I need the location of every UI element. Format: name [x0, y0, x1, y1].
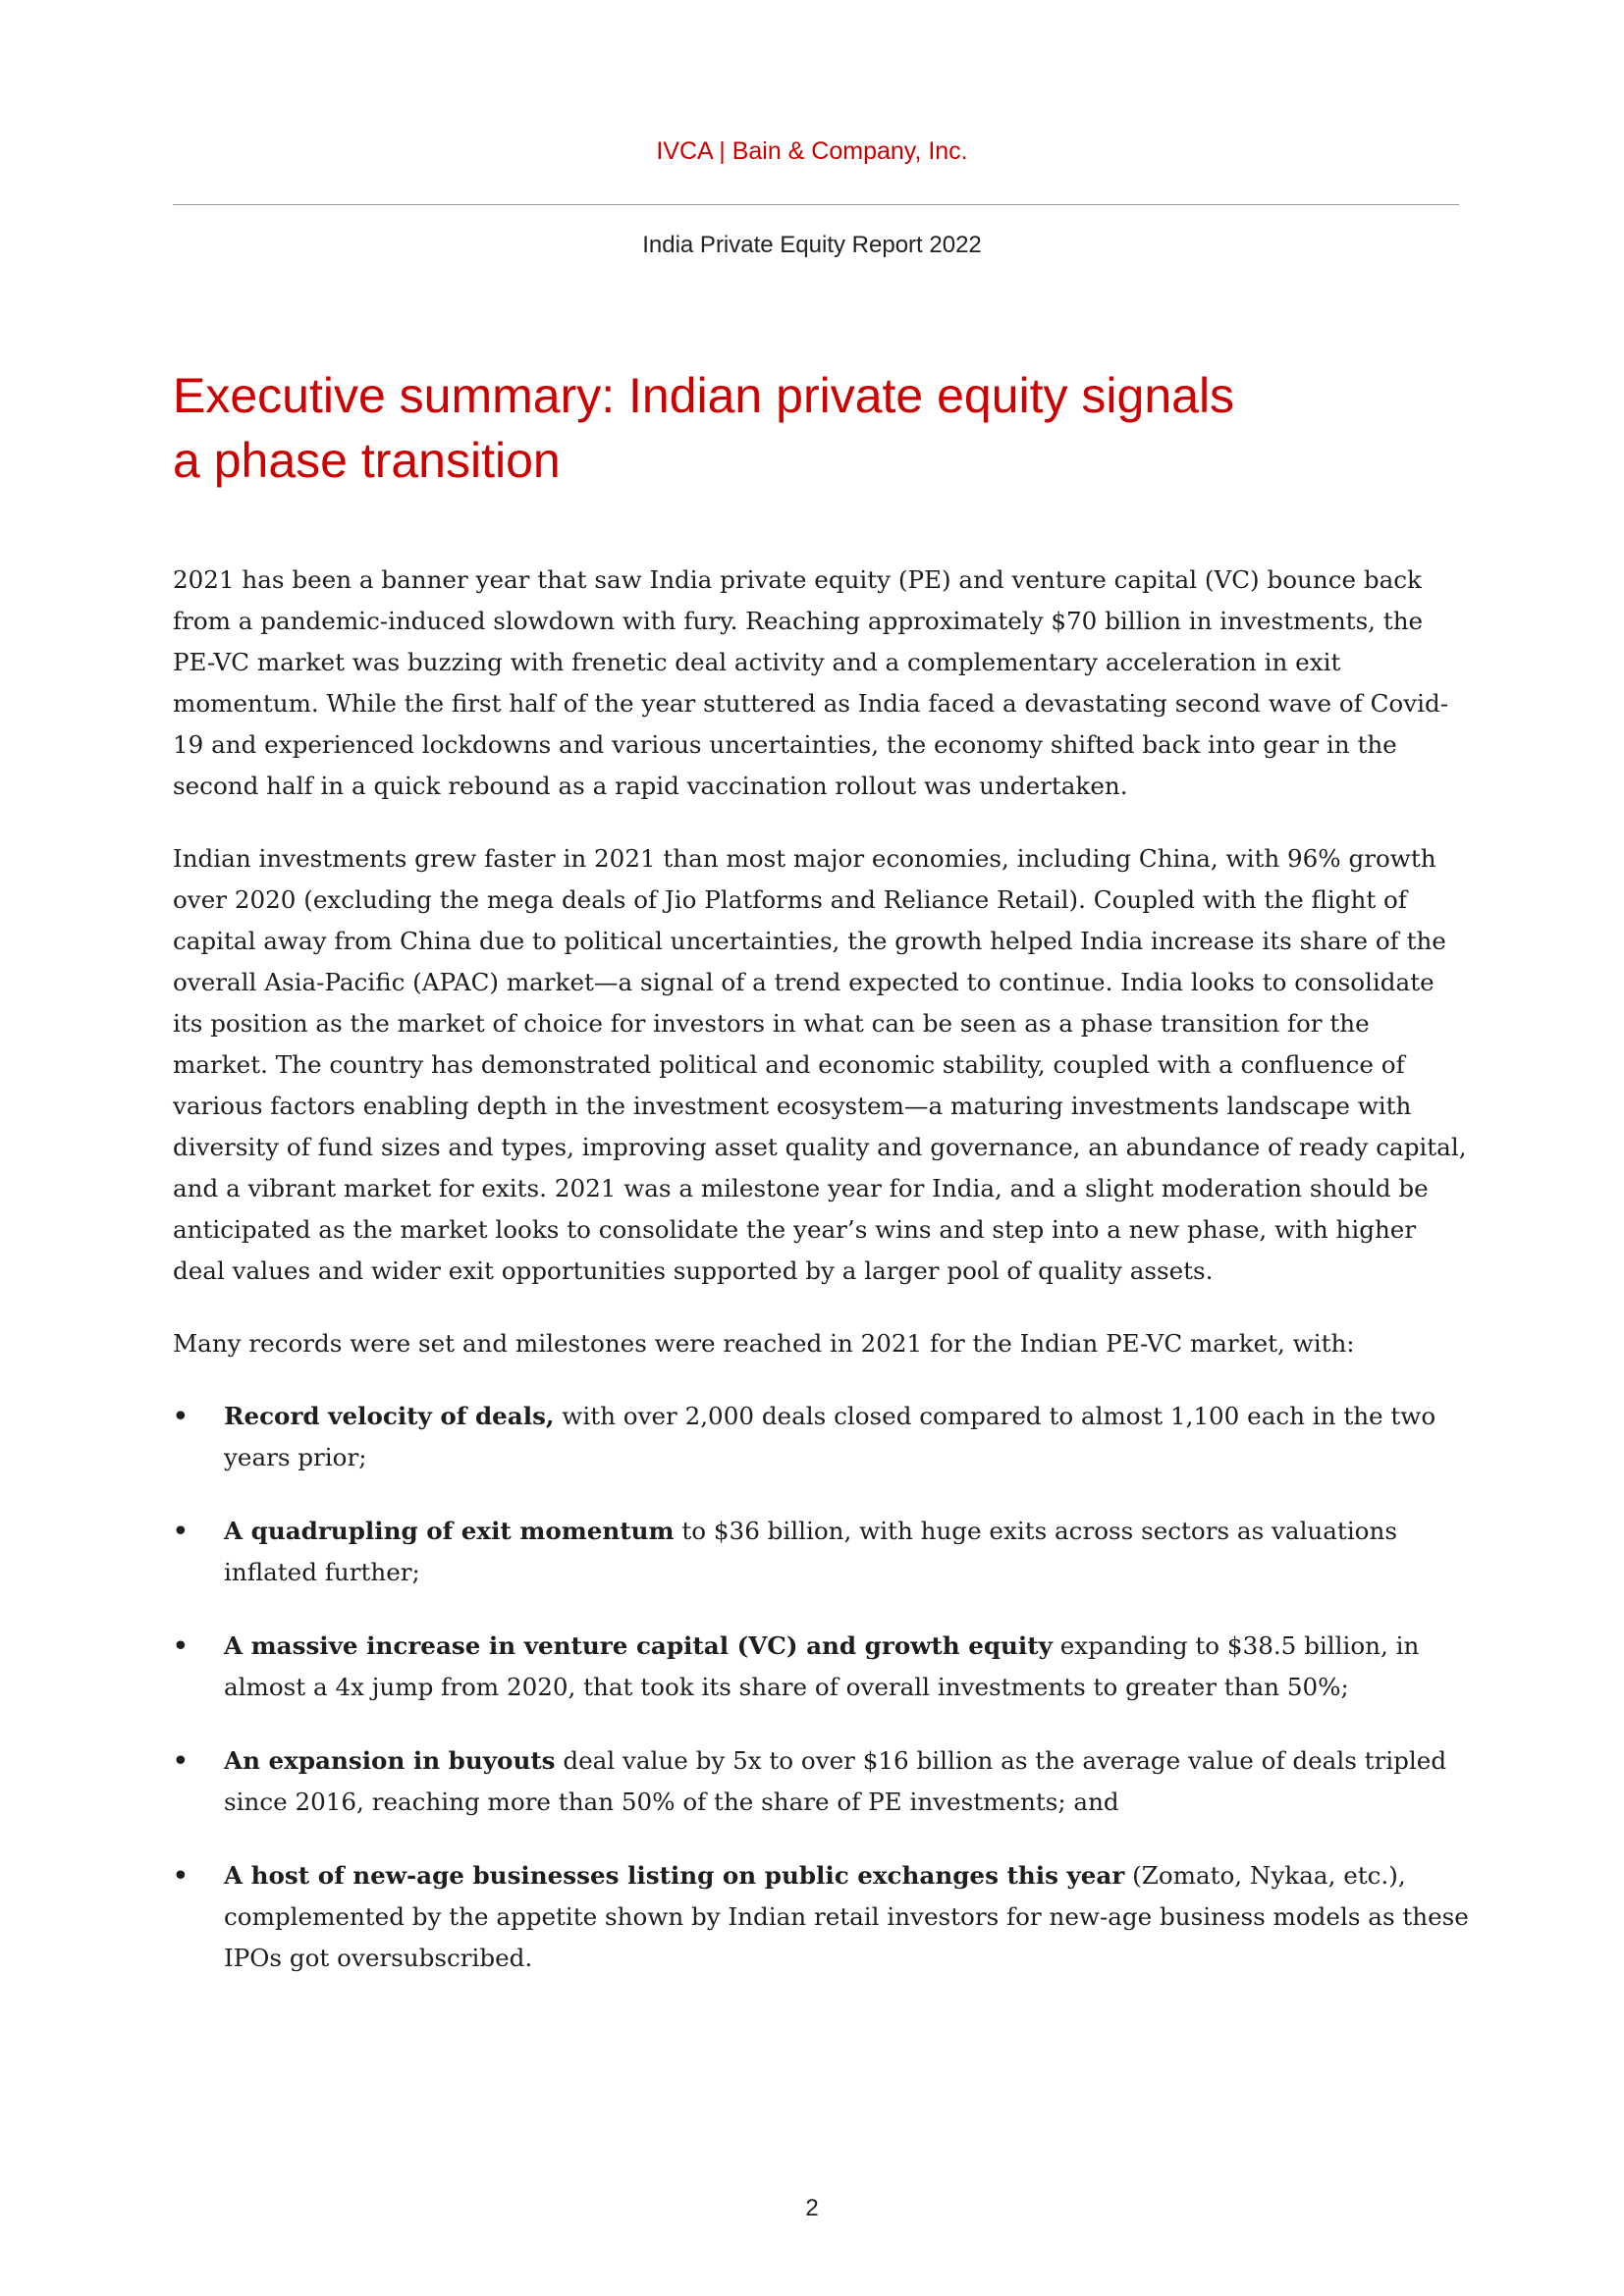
- page-title: [173, 363, 1469, 493]
- list-item: [173, 1855, 1469, 1979]
- bullet-icon: •: [173, 1631, 189, 1660]
- list-item-bold: Record velocity of deals,: [224, 1402, 555, 1430]
- header-brand: IVCA | Bain & Company, Inc.: [656, 137, 968, 165]
- body-text: [173, 560, 1469, 2011]
- list-item-bold: A quadrupling of exit momentum: [224, 1517, 675, 1545]
- list-item-bold: A host of new-age businesses listing on public exchanges this year: [224, 1861, 1125, 1890]
- list-item: [173, 1396, 1469, 1478]
- bullet-icon: •: [173, 1746, 189, 1775]
- list-item-text: expanding to $38.5 billion, in almost a 4x jump from 2020, that took its share of overall investments to greater than 50%;: [224, 1631, 1420, 1701]
- bullet-icon: •: [173, 1861, 189, 1890]
- paragraph-records-lead: Many records were set and milestones were reached in 2021 for the Indian PE-VC market, with:: [173, 1329, 1355, 1358]
- list-item-bold: An expansion in buyouts: [224, 1746, 556, 1775]
- list-item-text: (Zomato, Nykaa, etc.), complemented by the appetite shown by Indian retail investors for new-age business models as these IPOs got oversubscribed.: [224, 1861, 1469, 1972]
- paragraph-investments: Indian investments grew faster in 2021 than most major economies, including China, with 96% growth over 2020 (excluding the mega deals of Jio Platforms and Reliance Retail). Coupled with the flight of capital away from China due to political uncertainties, the growth helped India increase its share of the overall Asia-Pacific (APAC) market—a signal of a trend expected to continue. India looks to consolidate its position as the market of choice for investors in what can be seen as a phase transition for the market. The country has demonstrated political and economic stability, coupled with a confluence of various factors enabling depth in the investment ecosystem—a maturing investments landscape with diversity of fund sizes and types, improving asset quality and governance, an abundance of ready capital, and a vibrant market for exits. 2021 was a milestone year for India, and a slight moderation should be anticipated as the market looks to consolidate the year’s wins and step into a new phase, with higher deal values and wider exit opportunities supported by a larger pool of quality assets.: [173, 844, 1467, 1285]
- milestones-list: [173, 1396, 1469, 1979]
- paragraph-intro: 2021 has been a banner year that saw India private equity (PE) and venture capital (VC) bounce back from a pandemic-induced slowdown with fury. Reaching approximately $70 billion in investments, the PE-VC market was buzzing with frenetic deal activity and a complementary acceleration in exit momentum. While the first half of the year stuttered as India faced a devastating second wave of Covid-19 and experienced lockdowns and various uncertainties, the economy shifted back into gear in the second half in a quick rebound as a rapid vaccination rollout was undertaken.: [173, 565, 1449, 800]
- header-divider: [173, 204, 1459, 205]
- page-number: 2: [805, 2195, 819, 2221]
- list-item: [173, 1626, 1469, 1708]
- page-title-line-2: a phase transition: [173, 433, 561, 488]
- list-item-text: to $36 billion, with huge exits across sectors as valuations inflated further;: [224, 1517, 1397, 1586]
- report-title: India Private Equity Report 2022: [642, 232, 982, 258]
- list-item-text: with over 2,000 deals closed compared to almost 1,100 each in the two years prior;: [224, 1402, 1436, 1471]
- bullet-icon: •: [173, 1517, 189, 1545]
- list-item: [173, 1740, 1469, 1823]
- bullet-icon: •: [173, 1402, 189, 1430]
- list-item-text: deal value by 5x to over $16 billion as the average value of deals tripled since 2016, reaching more than 50% of the share of PE investments; and: [224, 1746, 1447, 1816]
- list-item-bold: A massive increase in venture capital (VC) and growth equity: [224, 1631, 1053, 1660]
- list-item: [173, 1511, 1469, 1593]
- page-title-line-1: Executive summary: Indian private equity signals: [173, 368, 1235, 423]
